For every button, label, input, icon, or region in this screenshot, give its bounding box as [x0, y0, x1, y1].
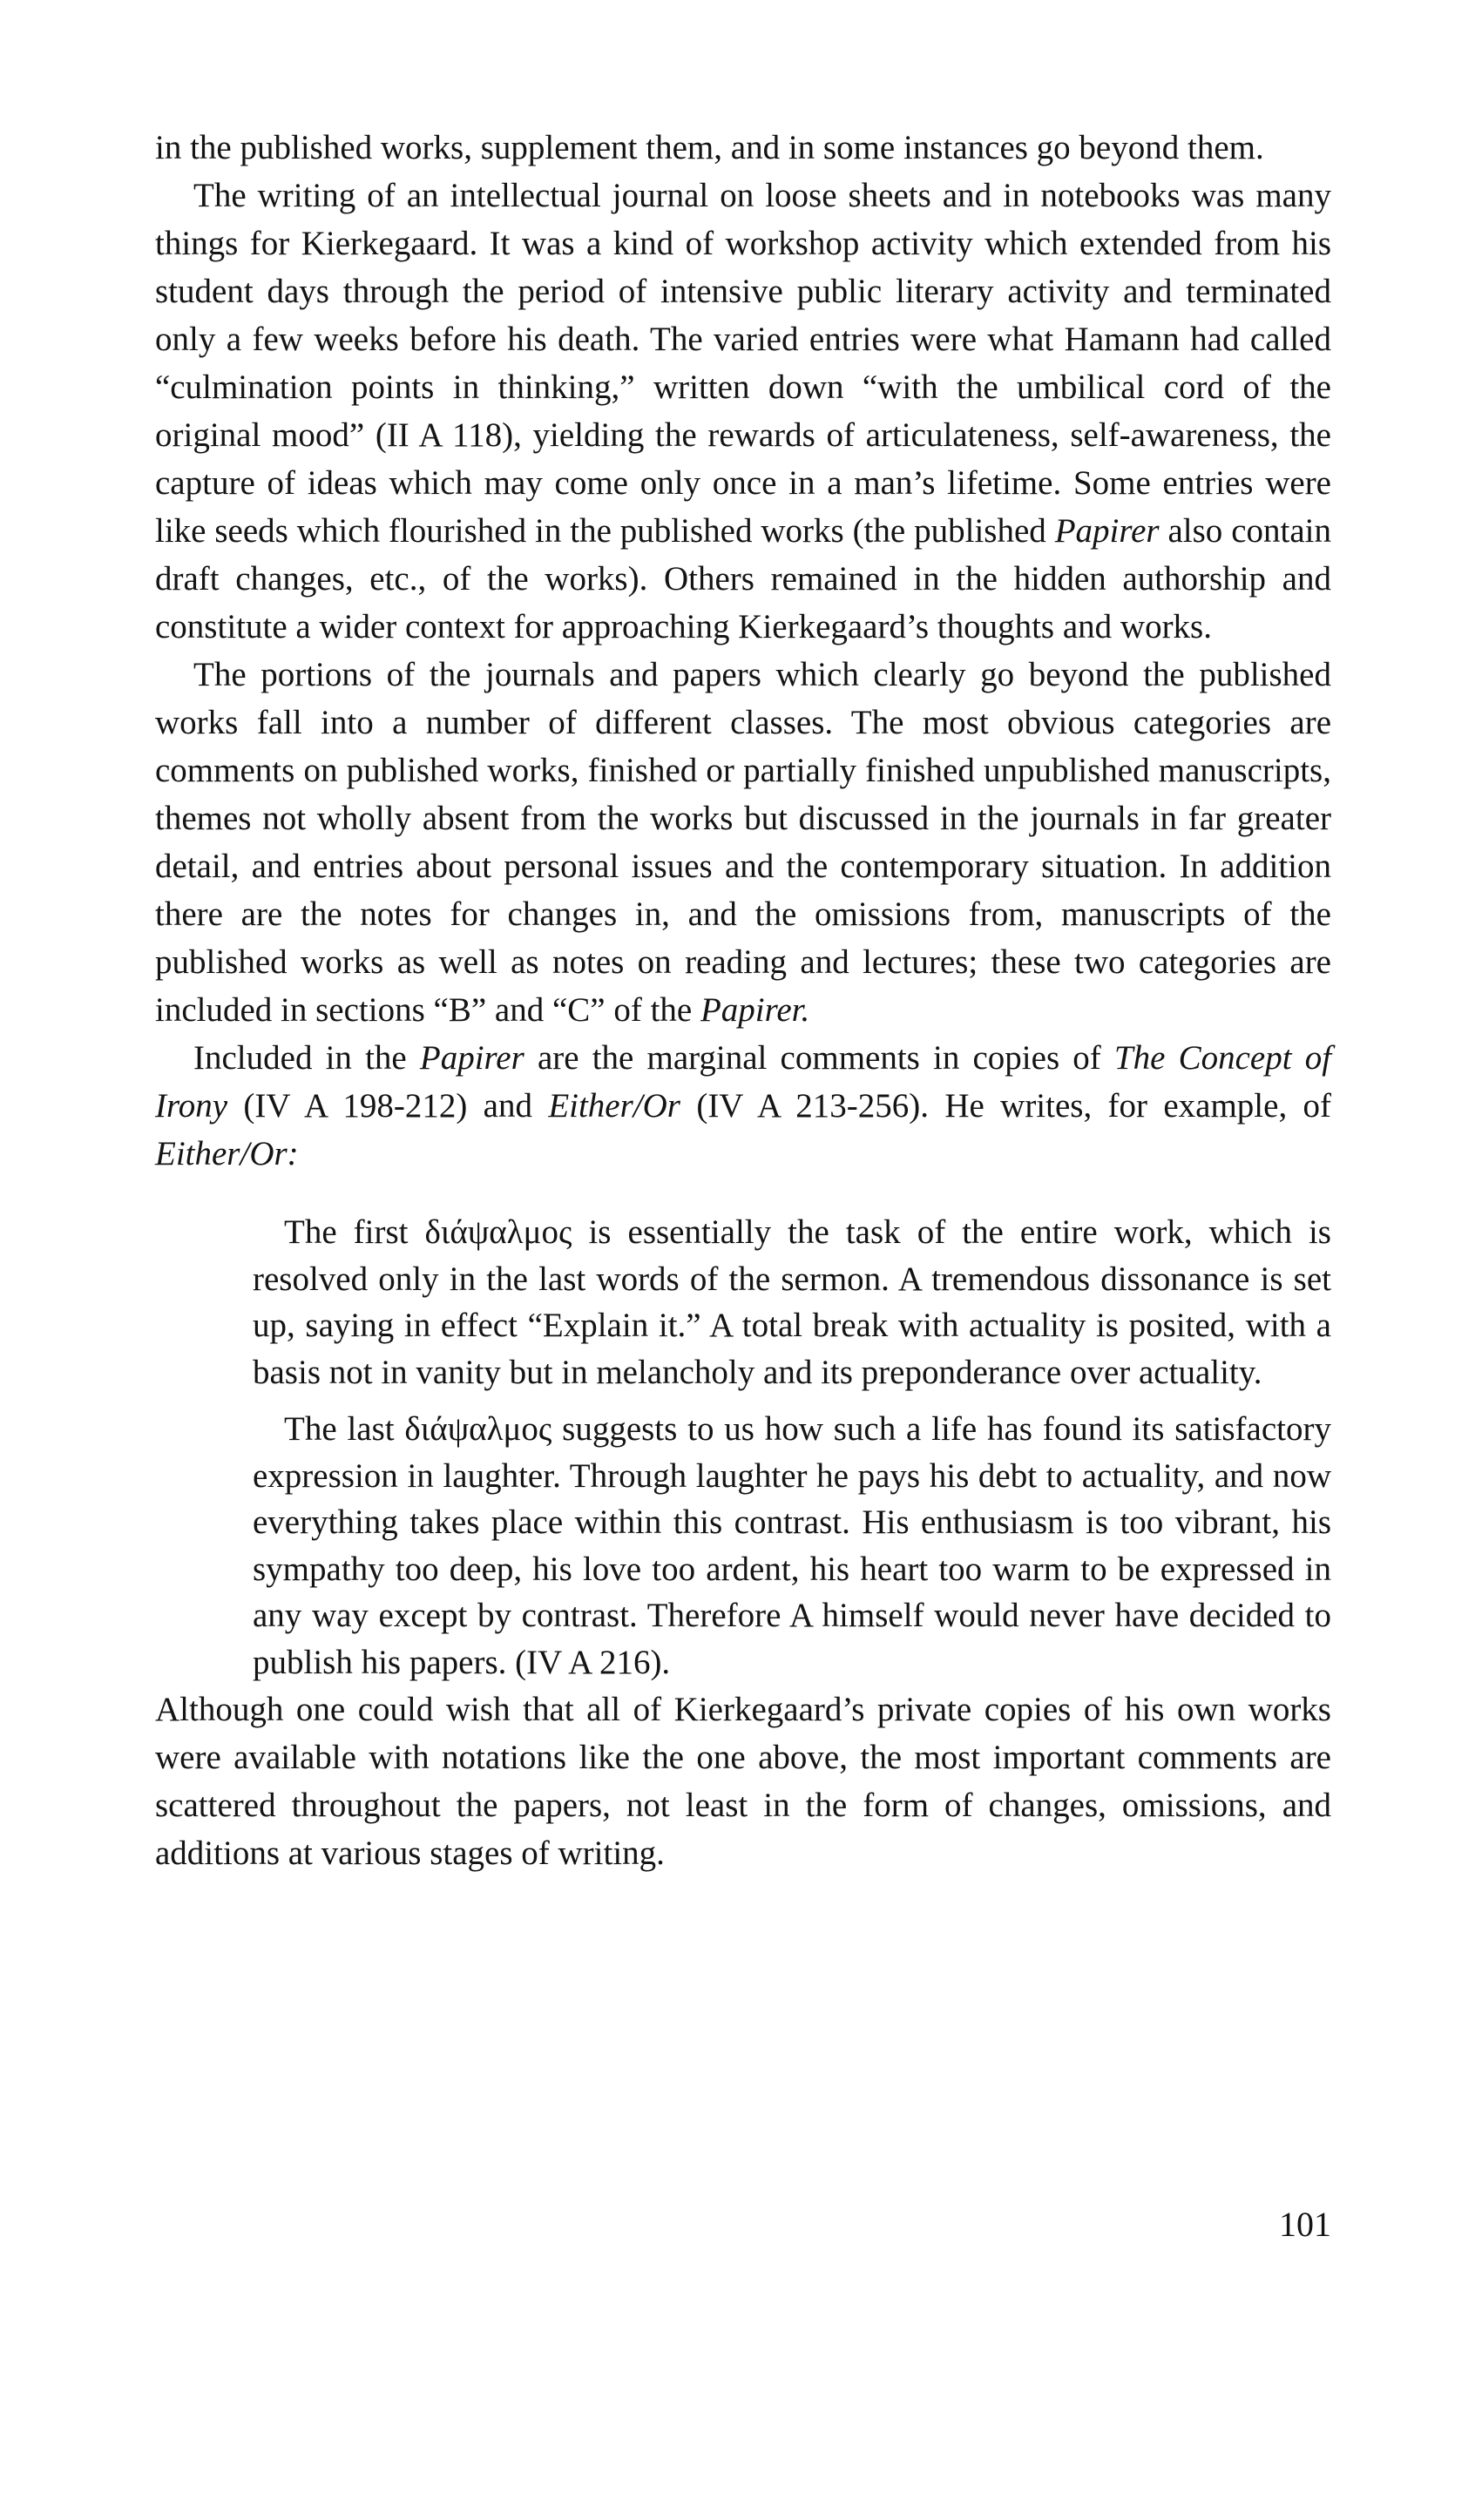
italic-title: Either/Or:: [155, 1135, 299, 1172]
paragraph-text: (IV A 198-212) and: [243, 1087, 532, 1125]
italic-term: Papirer.: [700, 991, 810, 1029]
text-column: [155, 124, 1331, 1877]
quote-paragraph: The first διάψαλμος is essentially the task of the entire work, which is resolved only in the last words of the sermon. A tremendous dissonance is set up, saying in effect “Explain it.” A total break with actuality is posited, with a basis not in vanity but in melancholy and its preponderance over actuality.: [253, 1213, 1331, 1391]
italic-title: The Concept of Irony: [155, 1039, 1332, 1125]
paragraph-text: The writing of an intellectual journal on loose sheets and in notebooks was many things for Kierkegaard. It was a kind of workshop activity which extended from his student days through the period of intensive public literary activity and terminated only a few weeks before his death. The varied entries were what Hamann had called “culmination points in thinking,” written down “with the umbilical cord of the original mood” (II A 118), yielding the rewards of articulateness, self-awareness, the capture of ideas which may come only once in a man’s lifetime. Some entries were like seeds which flourished in the published works (the published: [155, 177, 1331, 550]
paragraph-text: The portions of the journals and papers which clearly go beyond the published works fall into a number of different classes. The most obvious categories are comments on published works, finished or partially finished unpublished manuscripts, themes not wholly absent from the works but discussed in the journals in far greater detail, and entries about personal issues and the contemporary situation. In addition there are the notes for changes in, and the omissions from, manuscripts of the published works as well as notes on reading and lectures; these two categories are included in sections “B” and “C” of the: [155, 656, 1331, 1029]
page-number: 101: [1279, 2205, 1331, 2244]
paragraph-text: (IV A 213-256). He writes, for example, of: [696, 1087, 1332, 1125]
paragraph-text: in the published works, supplement them, and in some instances go beyond them.: [155, 129, 1264, 166]
paragraph-text: Included in the: [193, 1039, 407, 1077]
paragraph-conclusion: [155, 1686, 1331, 1877]
paragraph-text: Although one could wish that all of Kierkegaard’s private copies of his own works were available with notations like the one above, the most important comments are scattered throughout the papers, not least in the form of changes, omissions, and additions at various stages of writing.: [155, 1691, 1331, 1872]
italic-term: Papirer: [1054, 512, 1160, 550]
quote-paragraph: The last διάψαλμος suggests to us how such a life has found its satisfactory expression in laughter. Through laughter he pays his debt to actuality, and now everything takes place within this contrast. His enthusiasm is too vibrant, his sympathy too deep, his love too ardent, his heart too warm to be expressed in any way except by contrast. Therefore A himself would never have decided to publish his papers. (IV A 216).: [253, 1410, 1331, 1681]
paragraph-text: are the marginal comments in copies of: [537, 1039, 1101, 1077]
paragraph-journal-writing: [155, 172, 1331, 651]
paragraph-text: also contain draft changes, etc., of the works). Others remained in the hidden authorship and constitute a wider context for approaching Kierkegaard’s thoughts and works.: [155, 512, 1331, 645]
block-quote: [253, 1209, 1331, 1686]
paragraph-marginal-comments: [155, 1034, 1331, 1178]
italic-term: Papirer: [419, 1039, 524, 1077]
paragraph-categories: [155, 651, 1331, 1034]
paragraph-continuation: [155, 124, 1331, 172]
italic-title: Either/Or: [548, 1087, 680, 1125]
